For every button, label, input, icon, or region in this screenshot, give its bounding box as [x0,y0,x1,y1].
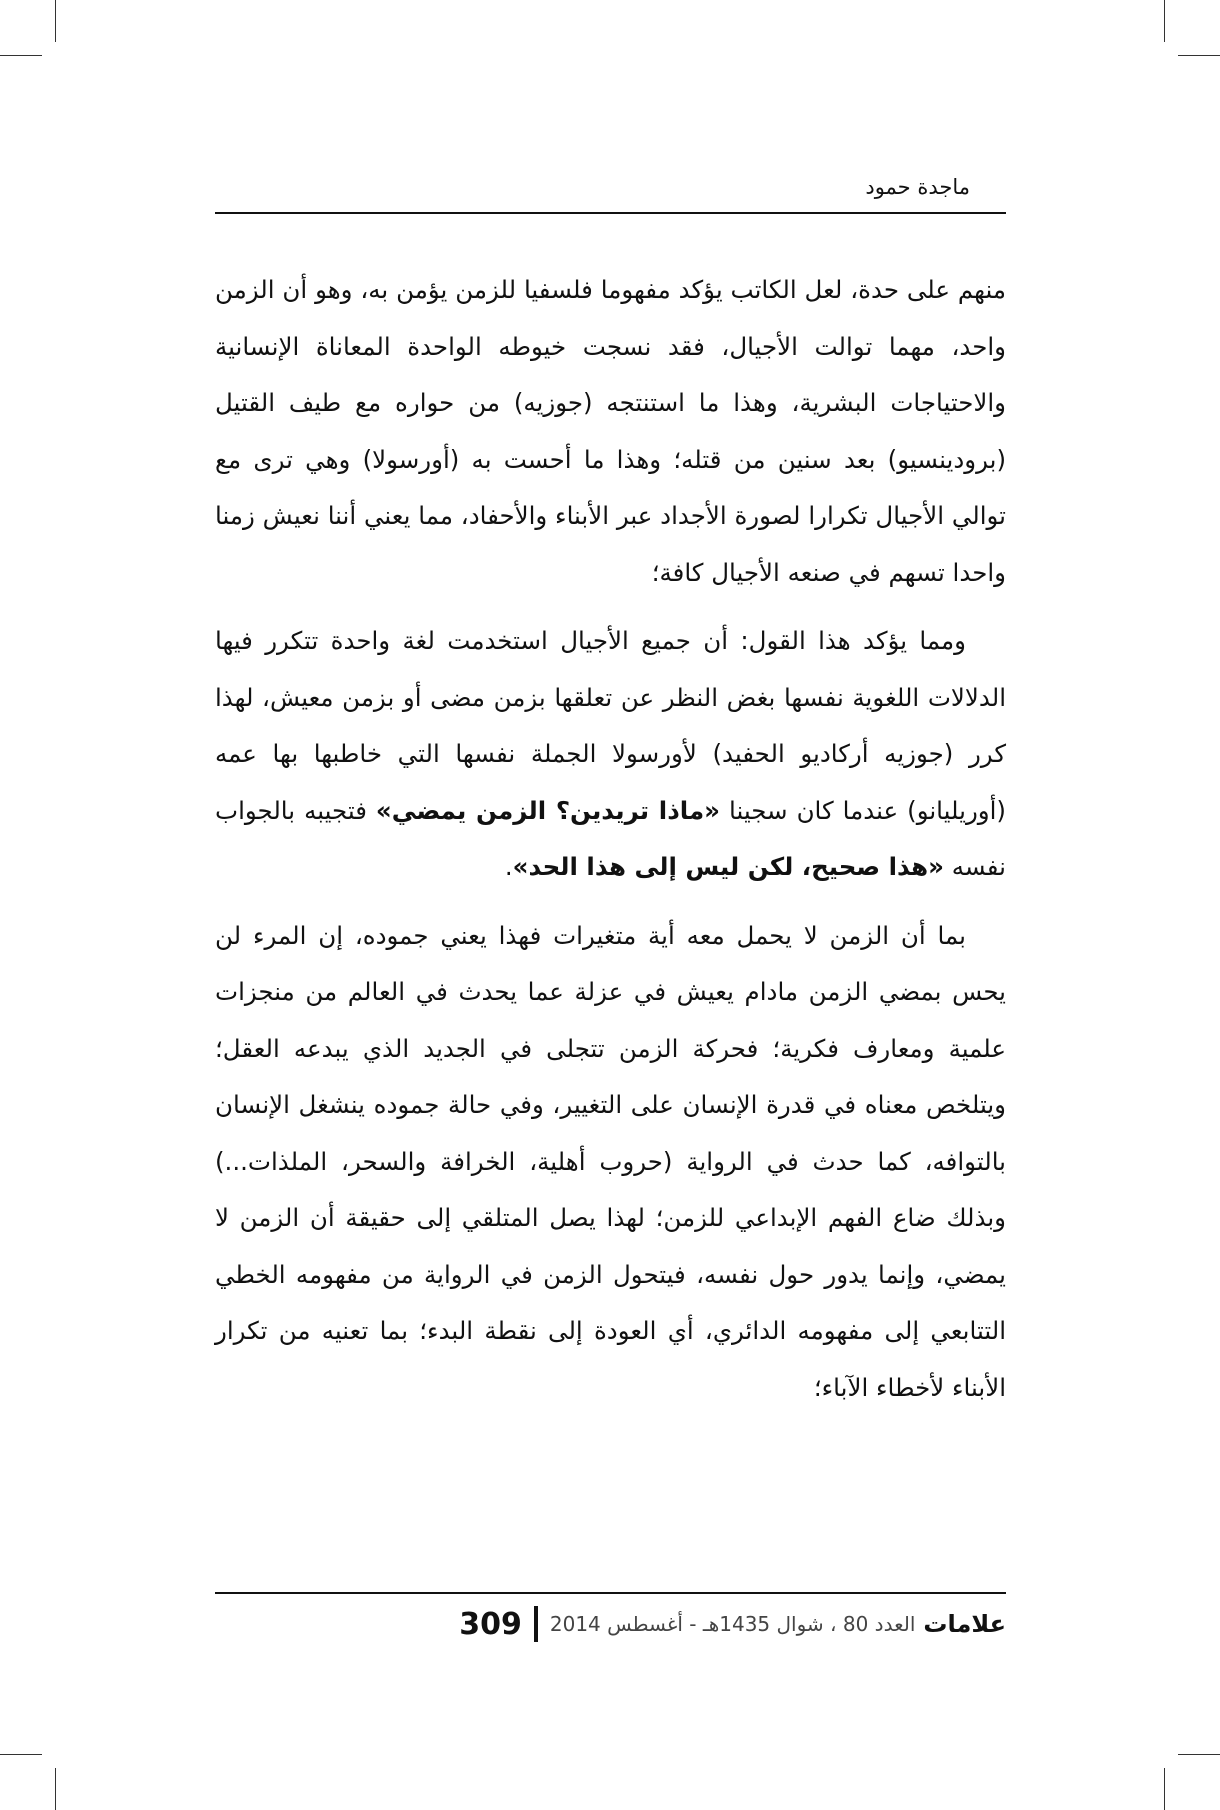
header-rule [215,212,1006,214]
footer-separator [534,1606,538,1642]
paragraph-2 [215,613,1006,896]
quote-2: «هذا صحيح، لكن ليس إلى هذا الحد» [512,852,944,881]
crop-mark-top-right-horizontal [1178,55,1220,56]
crop-mark-top-right-vertical [1164,0,1165,42]
footer-rule [215,1592,1006,1594]
crop-mark-bottom-right-horizontal [1178,1754,1220,1755]
quote-1: «ماذا تريدين؟ الزمن يمضي» [375,795,720,825]
crop-mark-bottom-right-vertical [1164,1768,1165,1810]
paragraph-2-text-middle: فتجيبه بالجواب نفسه [215,795,1006,881]
page-number: 309 [459,1606,522,1642]
paragraph-2-text-before: ومما يؤكد هذا القول: أن جميع الأجيال استخدمت لغة واحدة تتكرر فيها الدلالات اللغوية نفسها بغض النظر عن تعلقها بزمن مضى أو بزمن معيش، لهذا كرر (جوزيه أركاديو الحفيد) لأورسولا الجملة نفسها التي خاطبها بها عمه (أوريليانو) عندما كان سجينا [215,626,1006,825]
article-body [215,262,1006,1428]
running-header-author: ماجدة حمود [865,175,970,199]
footer [215,1602,1006,1646]
journal-logo: علامات [923,1610,1006,1638]
crop-mark-bottom-left-vertical [55,1768,56,1810]
crop-mark-top-left-horizontal [0,55,42,56]
paragraph-1: منهم على حدة، لعل الكاتب يؤكد مفهوما فلسفيا للزمن يؤمن به، وهو أن الزمن واحد، مهما توالت الأجيال، فقد نسجت خيوطه الواحدة المعاناة الإنسانية والاحتياجات البشرية، وهذا ما استنتجه (جوزيه) من حواره مع طيف القتيل (برودينسيو) بعد سنين من قتله؛ وهذا ما أحست به (أورسولا) وهي ترى مع توالي الأجيال تكرارا لصورة الأجداد عبر الأبناء والأحفاد، مما يعني أننا نعيش زمنا واحدا تسهم في صنعه الأجيال كافة؛ [215,275,1006,587]
crop-mark-bottom-left-horizontal [0,1754,42,1755]
paragraph-3: بما أن الزمن لا يحمل معه أية متغيرات فهذا يعني جموده، إن المرء لن يحس بمضي الزمن مادام يعيش في عزلة عما يحدث في العالم من منجزات علمية ومعارف فكرية؛ فحركة الزمن تتجلى في الجديد الذي يبدعه العقل؛ ويتلخص معناه في قدرة الإنسان على التغيير، وفي حالة جموده ينشغل الإنسان بالتوافه، كما حدث في الرواية (حروب أهلية، الخرافة والسحر، الملذات...) وبذلك ضاع الفهم الإبداعي للزمن؛ لهذا يصل المتلقي إلى حقيقة أن الزمن لا يمضي، وإنما يدور حول نفسه، فيتحول الزمن في الرواية من مفهومه الخطي التتابعي إلى مفهومه الدائري، أي العودة إلى نقطة البدء؛ بما تعنيه من تكرار الأبناء لأخطاء الآباء؛ [215,920,1006,1402]
crop-mark-top-left-vertical [55,0,56,42]
issue-info: العدد 80 ، شوال 1435هـ - أغسطس 2014 [549,1612,916,1636]
paragraph-2-text-after: . [504,852,513,881]
